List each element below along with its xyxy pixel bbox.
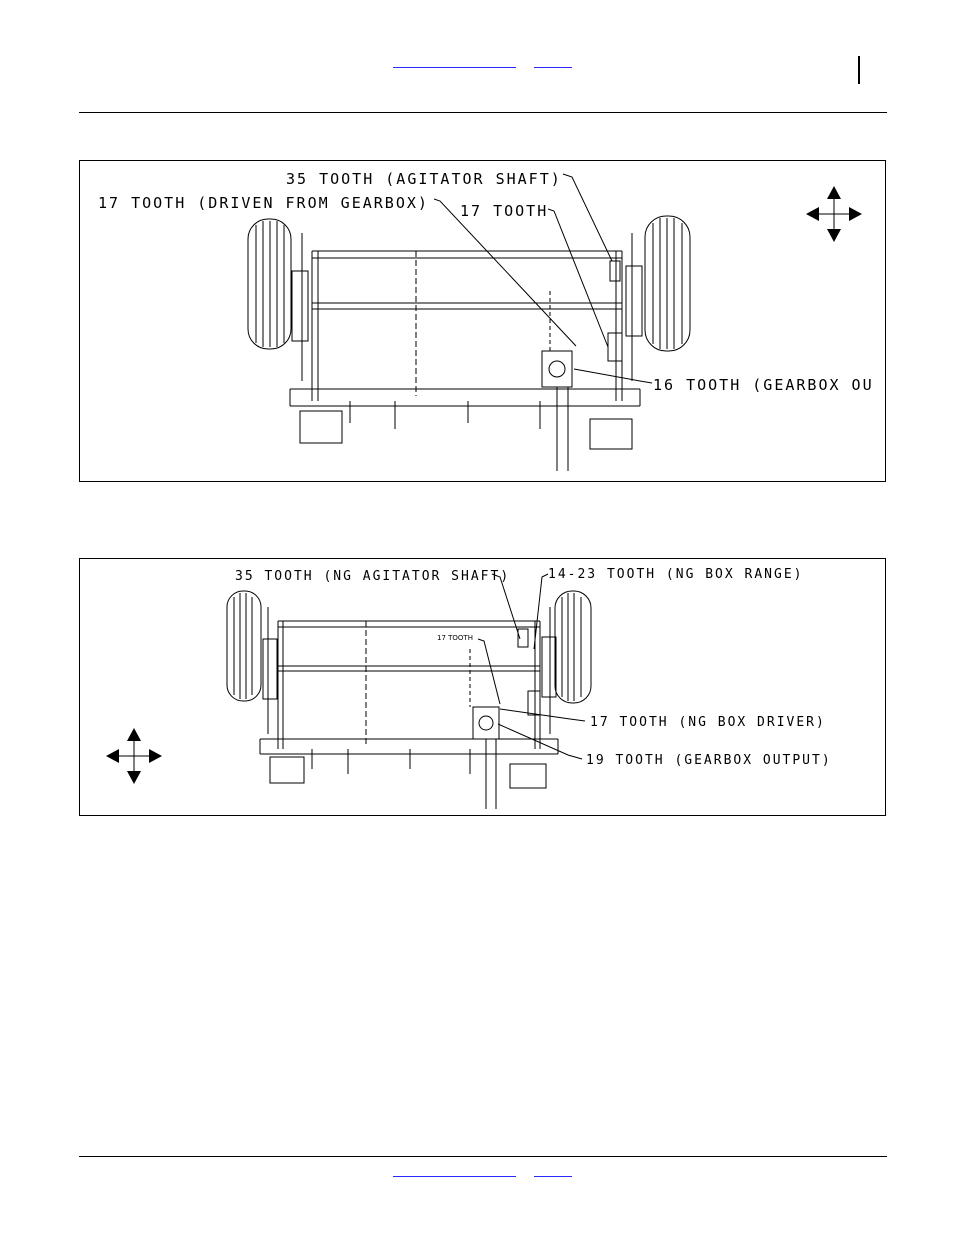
figure-drawing xyxy=(80,559,887,817)
direction-arrows-icon xyxy=(106,728,162,784)
leader-range xyxy=(534,574,548,649)
figure-drawing xyxy=(80,161,887,483)
label-ng-agitator-shaft: 35 TOOTH (NG AGITATOR SHAFT) xyxy=(235,569,511,584)
label-17-tooth-small: 17 TOOTH xyxy=(437,634,473,642)
header-rule xyxy=(79,112,887,113)
label-17-tooth: 17 TOOTH xyxy=(460,202,549,220)
header-link-2[interactable] xyxy=(534,67,572,68)
label-agitator-shaft: 35 TOOTH (AGITATOR SHAFT) xyxy=(286,170,562,188)
leader-ng-box-driver xyxy=(500,709,585,721)
hopper-frame xyxy=(260,607,558,809)
left-tire xyxy=(227,591,261,701)
leader-gearbox xyxy=(574,369,652,383)
label-driven-from-gearbox: 17 TOOTH (DRIVEN FROM GEARBOX) xyxy=(98,194,429,212)
footer-link-2[interactable] xyxy=(534,1176,572,1177)
direction-arrows-icon xyxy=(806,186,862,242)
leader-driven xyxy=(434,199,576,346)
label-ng-box-driver: 17 TOOTH (NG BOX DRIVER) xyxy=(590,715,826,730)
header-margin-bar xyxy=(858,56,860,84)
footer-rule xyxy=(79,1156,887,1157)
label-gearbox-output: 16 TOOTH (GEARBOX OU xyxy=(653,376,874,394)
left-tire xyxy=(248,219,291,349)
leader-agitator xyxy=(563,174,612,261)
footer-link-1[interactable] xyxy=(393,1176,516,1177)
label-ng-box-range: 14-23 TOOTH (NG BOX RANGE) xyxy=(548,567,804,582)
figure-drive-top-view xyxy=(79,160,886,482)
right-tire xyxy=(645,216,690,351)
hopper-frame xyxy=(290,233,642,471)
right-tire xyxy=(555,591,591,703)
figure-ng-drive-top-view xyxy=(79,558,886,816)
label-gearbox-output: 19 TOOTH (GEARBOX OUTPUT) xyxy=(586,753,832,768)
header-link-1[interactable] xyxy=(393,67,516,68)
